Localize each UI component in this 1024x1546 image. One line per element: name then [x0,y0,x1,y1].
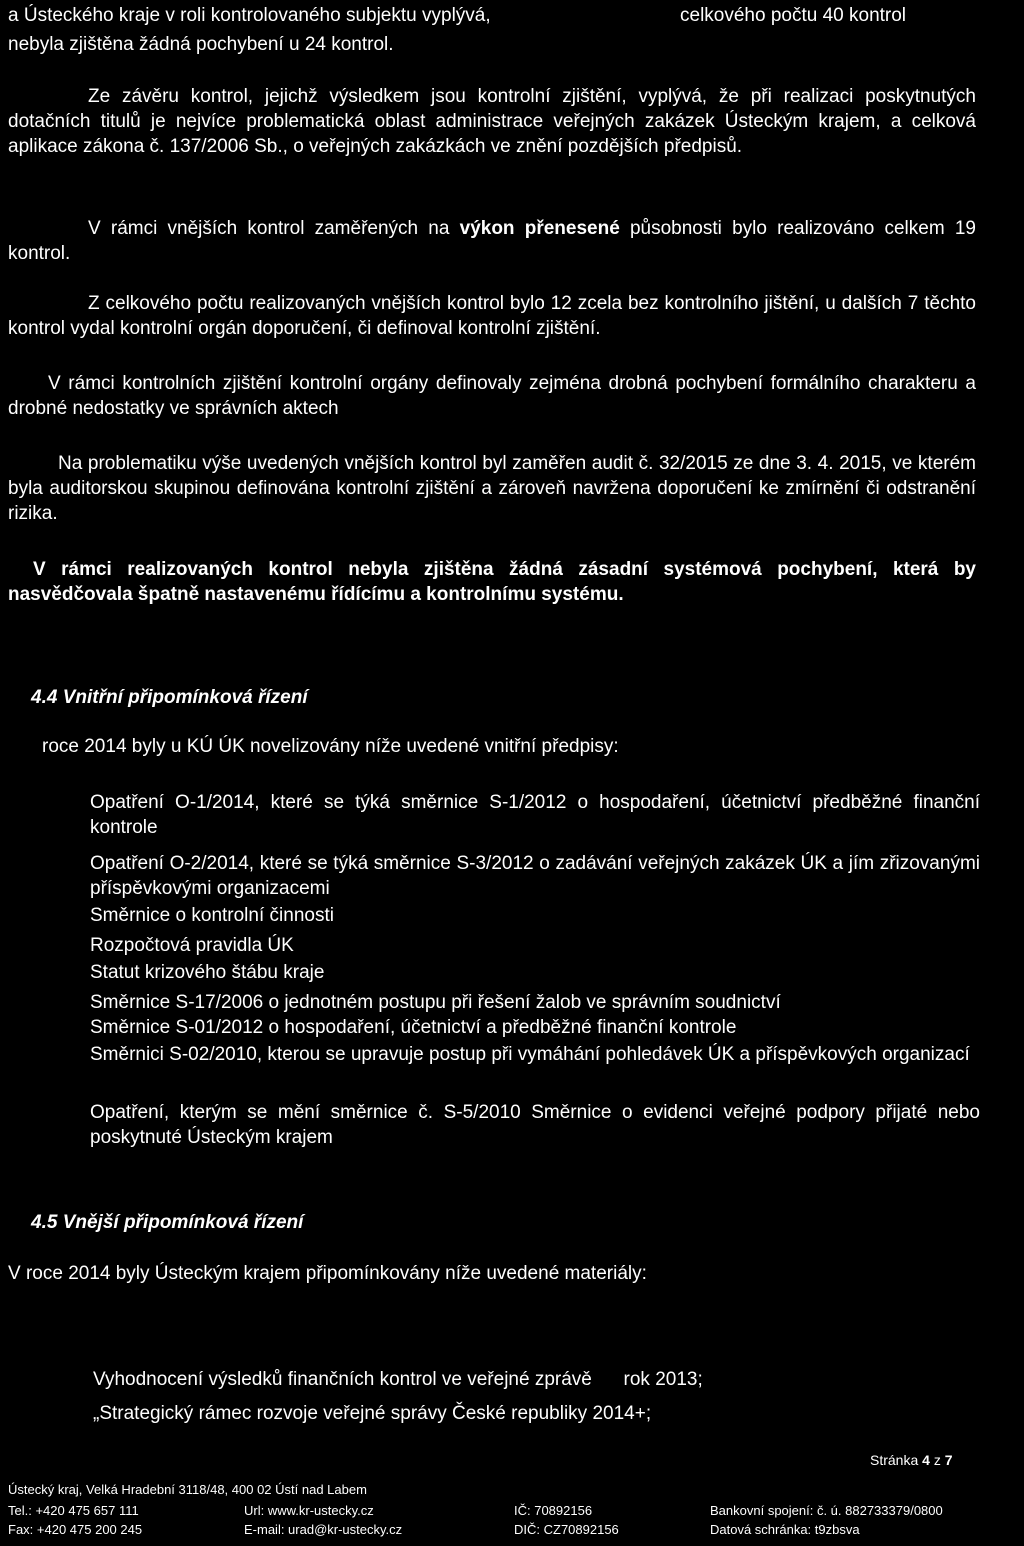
top-line-left: a Ústeckého kraje v roli kontrolovaného subjektu vyplývá, [8,5,491,26]
list-item: Vyhodnocení výsledků finančních kontrol ve veřejné zprávě rok 2013; [93,1369,703,1390]
section-4-4-intro: roce 2014 byly u KÚ ÚK novelizovány níže uvedené vnitřní předpisy: [42,736,619,757]
list-item: Opatření, kterým se mění směrnice č. S-5/2010 Směrnice o evidenci veřejné podpory přijaté nebo poskytnuté Ústeckým krajem [90,1102,980,1148]
paragraph-kontrolni-zjisteni: V rámci kontrolních zjištění kontrolní orgány definovaly zejména drobná pochybení formálního charakteru a drobné nedostatky ve správních aktech [8,373,976,419]
footer-tel: Tel.: +420 475 657 111 [8,1503,139,1518]
list-item: Rozpočtová pravidla ÚK [90,935,294,956]
top-line-right: celkového počtu 40 kontrol [680,5,907,26]
footer-url: Url: www.kr-ustecky.cz [244,1503,374,1518]
para-vykon-pre: V rámci vnějších kontrol zaměřených na [88,218,460,239]
list-item: Směrnice S-17/2006 o jednotném postupu při řešení žalob ve správním soudnictví [90,992,781,1013]
list-item: Opatření O-2/2014, které se týká směrnice S-3/2012 o zadávání veřejných zakázek ÚK a jím zřizovanými příspěvkovými organizacemi [90,853,980,899]
list-item: Směrnice o kontrolní činnosti [90,905,334,926]
list-item: Statut krizového štábu kraje [90,962,325,983]
page-sep: z [933,1452,941,1468]
page-number [870,1452,953,1468]
paragraph-audit: Na problematiku výše uvedených vnějších kontrol byl zaměřen audit č. 32/2015 ze dne 3. 4. 2015, ve kterém byla auditorskou skupinou definována kontrolní zjištění a zároveň navržena doporučení ke zmírnění či odstranění rizika. [8,453,976,524]
footer-bank: Bankovní spojení: č. ú. 882733379/0800 [710,1503,943,1518]
top-line-2: nebyla zjištěna žádná pochybení u 24 kontrol. [8,34,394,55]
page-label: Stránka [870,1452,919,1468]
list-item: Opatření O-1/2014, které se týká směrnice S-1/2012 o hospodaření, účetnictví předběžné finanční kontrole [90,792,980,838]
para-vykon-post: působnosti bylo realizováno celkem 19 kontrol. [8,218,976,264]
section-heading-4-5: 4.5 Vnější připomínková řízení [31,1212,304,1233]
list-item: Směrnice S-01/2012 o hospodaření, účetnictví a předběžné finanční kontrole [90,1017,737,1038]
footer-email: E-mail: urad@kr-ustecky.cz [244,1522,403,1537]
paragraph-vykon-prenesene [8,216,976,266]
section-4-5-intro: V roce 2014 byly Ústeckým krajem připomínkovány níže uvedené materiály: [8,1263,647,1284]
paragraph-vnejsi-kontroly: Z celkového počtu realizovaných vnějších kontrol bylo 12 zcela bez kontrolního jištění, u dalších 7 těchto kontrol vydal kontrolní orgán doporučení, či definoval kontrolní zjištění. [8,293,976,339]
page-current: 4 [922,1452,930,1468]
list-item: „Strategický rámec rozvoje veřejné správy České republiky 2014+; [93,1403,652,1424]
paragraph-verejne-zakazky: Ze závěru kontrol, jejichž výsledkem jsou kontrolní zjištění, vyplývá, že při realizaci poskytnutých dotačních titulů je nejvíce problematická oblast administrace veřejných zakázek Ústeckým krajem, a celková aplikace zákona č. 137/2006 Sb., o veřejných zakázkách ve znění pozdějších předpisů. [8,86,976,157]
page-total: 7 [944,1452,953,1468]
paragraph-zaver-bold: V rámci realizovaných kontrol nebyla zjištěna žádná zásadní systémová pochybení, která by nasvědčovala špatně nastavenému řídícímu a kontrolnímu systému. [8,559,976,605]
list-item: Směrnici S-02/2010, kterou se upravuje postup při vymáhání pohledávek ÚK a příspěvkových organizací [90,1044,970,1065]
footer-datova-schranka: Datová schránka: t9zbsva [710,1522,860,1537]
footer-fax: Fax: +420 475 200 245 [8,1522,143,1537]
footer-address: Ústecký kraj, Velká Hradební 3118/48, 400 02 Ústí nad Labem [8,1482,367,1497]
section-heading-4-4: 4.4 Vnitřní připomínková řízení [31,687,308,708]
footer-ic: IČ: 70892156 [514,1503,593,1518]
footer-dic: DIČ: CZ70892156 [514,1522,619,1537]
para-vykon-bold: výkon přenesené [459,218,620,239]
